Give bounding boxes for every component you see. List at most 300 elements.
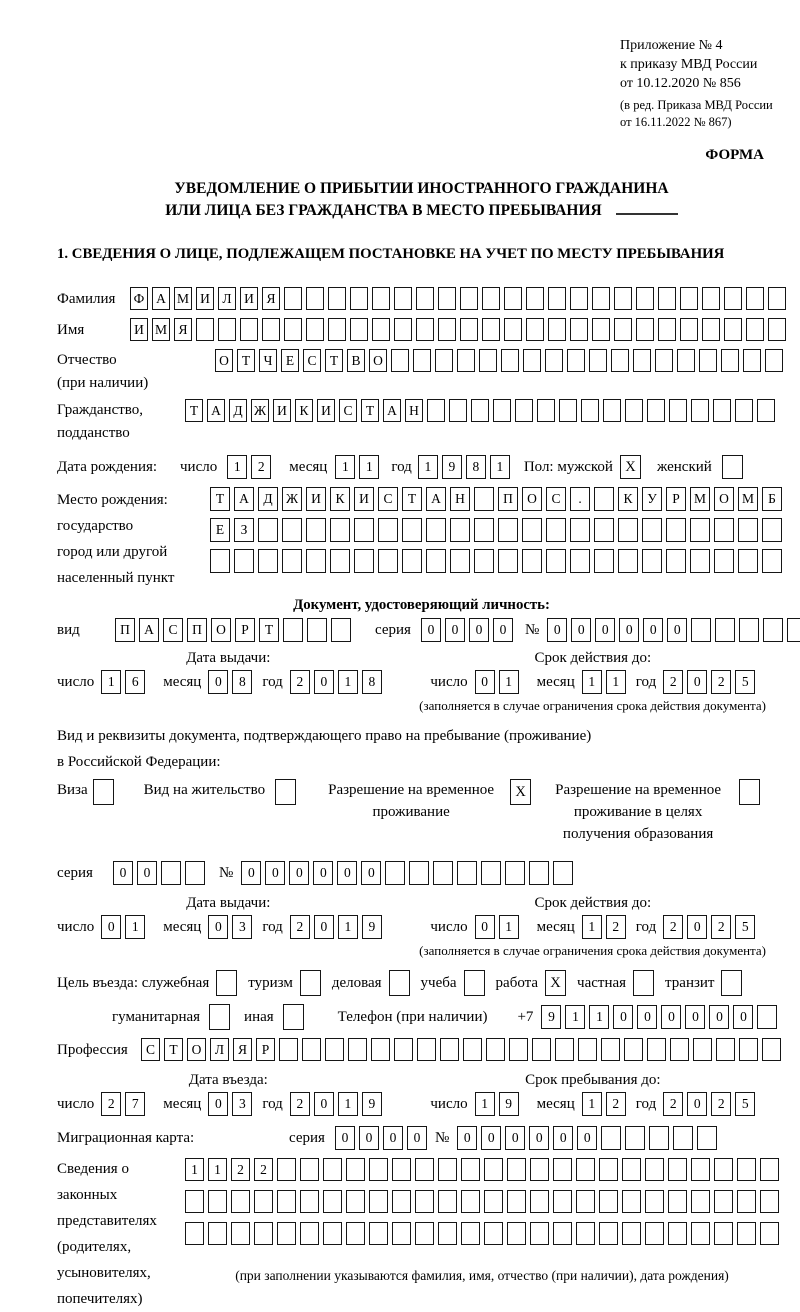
char-cell[interactable] (331, 618, 351, 642)
char-cell[interactable] (392, 1190, 411, 1213)
char-cell[interactable] (716, 1038, 735, 1061)
char-cell[interactable] (603, 399, 621, 422)
char-cell[interactable] (161, 861, 181, 885)
char-cell[interactable] (394, 287, 412, 310)
temp-residence-checkbox[interactable]: X (510, 779, 531, 805)
char-cell[interactable]: Ж (282, 487, 302, 511)
char-cell[interactable] (369, 1190, 388, 1213)
char-cell[interactable] (277, 1190, 296, 1213)
char-cell[interactable]: 1 (475, 1092, 495, 1116)
sex-male-checkbox[interactable]: X (620, 455, 641, 479)
char-cell[interactable] (282, 549, 302, 573)
char-cell[interactable] (553, 1190, 572, 1213)
char-cell[interactable] (618, 549, 638, 573)
char-cell[interactable] (471, 399, 489, 422)
purpose-work-checkbox[interactable]: X (545, 970, 566, 996)
char-cell[interactable]: 0 (577, 1126, 597, 1150)
char-cell[interactable]: С (163, 618, 183, 642)
char-cell[interactable] (658, 287, 676, 310)
char-cell[interactable]: 1 (582, 915, 602, 939)
char-cell[interactable] (240, 318, 258, 341)
char-cell[interactable]: 0 (314, 1092, 334, 1116)
char-cell[interactable] (369, 1158, 388, 1181)
char-cell[interactable]: 9 (362, 1092, 382, 1116)
char-cell[interactable]: О (187, 1038, 206, 1061)
char-cell[interactable] (392, 1222, 411, 1245)
char-cell[interactable] (481, 861, 501, 885)
char-cell[interactable]: Я (174, 318, 192, 341)
char-cell[interactable] (507, 1190, 526, 1213)
char-cell[interactable]: 0 (733, 1005, 753, 1029)
char-cell[interactable]: 7 (125, 1092, 145, 1116)
char-cell[interactable]: 1 (582, 670, 602, 694)
char-cell[interactable] (438, 1158, 457, 1181)
char-cell[interactable] (649, 1126, 669, 1150)
char-cell[interactable] (622, 1222, 641, 1245)
char-cell[interactable] (530, 1190, 549, 1213)
char-cell[interactable] (522, 518, 542, 542)
char-cell[interactable] (282, 518, 302, 542)
char-cell[interactable] (570, 549, 590, 573)
char-cell[interactable] (530, 1222, 549, 1245)
char-cell[interactable]: 1 (338, 915, 358, 939)
char-cell[interactable]: 9 (541, 1005, 561, 1029)
char-cell[interactable]: Т (185, 399, 203, 422)
char-cell[interactable] (633, 349, 651, 372)
char-cell[interactable] (589, 349, 607, 372)
char-cell[interactable] (385, 861, 405, 885)
char-cell[interactable] (624, 1038, 643, 1061)
char-cell[interactable] (760, 1158, 779, 1181)
char-cell[interactable]: А (139, 618, 159, 642)
char-cell[interactable]: 2 (711, 670, 731, 694)
char-cell[interactable] (306, 318, 324, 341)
char-cell[interactable] (277, 1158, 296, 1181)
char-cell[interactable] (739, 618, 759, 642)
char-cell[interactable]: 2 (663, 1092, 683, 1116)
char-cell[interactable]: 1 (338, 670, 358, 694)
char-cell[interactable]: 0 (314, 915, 334, 939)
char-cell[interactable] (284, 318, 302, 341)
char-cell[interactable]: 5 (735, 670, 755, 694)
char-cell[interactable] (655, 349, 673, 372)
char-cell[interactable] (306, 518, 326, 542)
char-cell[interactable]: 0 (547, 618, 567, 642)
char-cell[interactable] (461, 1190, 480, 1213)
char-cell[interactable]: В (347, 349, 365, 372)
char-cell[interactable] (713, 399, 731, 422)
char-cell[interactable] (737, 1222, 756, 1245)
char-cell[interactable] (636, 287, 654, 310)
temp-residence-edu-checkbox[interactable] (739, 779, 760, 805)
char-cell[interactable] (724, 318, 742, 341)
char-cell[interactable] (669, 399, 687, 422)
char-cell[interactable] (482, 287, 500, 310)
char-cell[interactable] (427, 399, 445, 422)
char-cell[interactable] (697, 1126, 717, 1150)
char-cell[interactable]: 0 (637, 1005, 657, 1029)
char-cell[interactable] (537, 399, 555, 422)
purpose-transit-checkbox[interactable] (721, 970, 742, 996)
char-cell[interactable] (666, 518, 686, 542)
char-cell[interactable] (691, 1158, 710, 1181)
char-cell[interactable] (505, 861, 525, 885)
char-cell[interactable]: 1 (335, 455, 355, 479)
char-cell[interactable]: 2 (290, 915, 310, 939)
char-cell[interactable] (325, 1038, 344, 1061)
char-cell[interactable] (509, 1038, 528, 1061)
purpose-study-checkbox[interactable] (464, 970, 485, 996)
char-cell[interactable]: Т (361, 399, 379, 422)
char-cell[interactable]: 8 (362, 670, 382, 694)
char-cell[interactable] (474, 518, 494, 542)
char-cell[interactable]: 1 (338, 1092, 358, 1116)
char-cell[interactable] (258, 549, 278, 573)
char-cell[interactable]: К (330, 487, 350, 511)
char-cell[interactable] (570, 518, 590, 542)
char-cell[interactable] (594, 549, 614, 573)
char-cell[interactable]: 0 (613, 1005, 633, 1029)
char-cell[interactable]: 3 (232, 915, 252, 939)
char-cell[interactable] (645, 1222, 664, 1245)
char-cell[interactable]: 1 (589, 1005, 609, 1029)
char-cell[interactable]: О (522, 487, 542, 511)
char-cell[interactable] (185, 1222, 204, 1245)
char-cell[interactable]: 1 (359, 455, 379, 479)
char-cell[interactable] (346, 1190, 365, 1213)
char-cell[interactable]: М (152, 318, 170, 341)
char-cell[interactable]: 2 (663, 915, 683, 939)
char-cell[interactable] (231, 1222, 250, 1245)
char-cell[interactable] (570, 318, 588, 341)
char-cell[interactable] (592, 287, 610, 310)
char-cell[interactable] (545, 349, 563, 372)
char-cell[interactable] (416, 287, 434, 310)
char-cell[interactable]: 2 (711, 1092, 731, 1116)
char-cell[interactable]: 0 (685, 1005, 705, 1029)
char-cell[interactable]: А (426, 487, 446, 511)
char-cell[interactable]: 0 (208, 1092, 228, 1116)
char-cell[interactable] (479, 349, 497, 372)
char-cell[interactable]: Т (164, 1038, 183, 1061)
char-cell[interactable]: 0 (407, 1126, 427, 1150)
char-cell[interactable] (721, 349, 739, 372)
char-cell[interactable] (647, 1038, 666, 1061)
char-cell[interactable]: 5 (735, 1092, 755, 1116)
char-cell[interactable] (208, 1222, 227, 1245)
char-cell[interactable] (438, 1222, 457, 1245)
char-cell[interactable]: С (303, 349, 321, 372)
char-cell[interactable]: 0 (553, 1126, 573, 1150)
char-cell[interactable]: 0 (687, 1092, 707, 1116)
char-cell[interactable] (677, 349, 695, 372)
char-cell[interactable] (330, 549, 350, 573)
char-cell[interactable] (690, 549, 710, 573)
char-cell[interactable] (254, 1190, 273, 1213)
char-cell[interactable]: Е (281, 349, 299, 372)
char-cell[interactable]: Н (450, 487, 470, 511)
char-cell[interactable]: 0 (313, 861, 333, 885)
char-cell[interactable] (647, 399, 665, 422)
char-cell[interactable]: 0 (113, 861, 133, 885)
char-cell[interactable]: А (383, 399, 401, 422)
char-cell[interactable] (668, 1190, 687, 1213)
char-cell[interactable] (254, 1222, 273, 1245)
purpose-humanitarian-checkbox[interactable] (209, 1004, 230, 1030)
char-cell[interactable] (746, 287, 764, 310)
char-cell[interactable]: . (570, 487, 590, 511)
char-cell[interactable]: О (369, 349, 387, 372)
char-cell[interactable]: 0 (619, 618, 639, 642)
char-cell[interactable]: 2 (290, 1092, 310, 1116)
char-cell[interactable]: 0 (421, 618, 441, 642)
char-cell[interactable]: 0 (661, 1005, 681, 1029)
char-cell[interactable]: 2 (606, 1092, 626, 1116)
char-cell[interactable] (532, 1038, 551, 1061)
char-cell[interactable] (645, 1190, 664, 1213)
char-cell[interactable]: С (339, 399, 357, 422)
char-cell[interactable]: Ж (251, 399, 269, 422)
char-cell[interactable]: 0 (475, 670, 495, 694)
char-cell[interactable] (438, 1190, 457, 1213)
char-cell[interactable] (546, 518, 566, 542)
char-cell[interactable]: И (196, 287, 214, 310)
char-cell[interactable] (474, 549, 494, 573)
char-cell[interactable] (636, 318, 654, 341)
char-cell[interactable]: М (174, 287, 192, 310)
char-cell[interactable]: 1 (582, 1092, 602, 1116)
char-cell[interactable]: 1 (490, 455, 510, 479)
char-cell[interactable] (578, 1038, 597, 1061)
char-cell[interactable]: И (354, 487, 374, 511)
char-cell[interactable] (196, 318, 214, 341)
char-cell[interactable]: О (211, 618, 231, 642)
char-cell[interactable]: 1 (208, 1158, 227, 1181)
char-cell[interactable]: З (234, 518, 254, 542)
char-cell[interactable] (737, 1190, 756, 1213)
char-cell[interactable]: Д (258, 487, 278, 511)
char-cell[interactable] (231, 1190, 250, 1213)
char-cell[interactable] (402, 518, 422, 542)
char-cell[interactable] (413, 349, 431, 372)
char-cell[interactable] (768, 287, 786, 310)
char-cell[interactable] (611, 349, 629, 372)
char-cell[interactable] (306, 549, 326, 573)
char-cell[interactable] (300, 1190, 319, 1213)
char-cell[interactable] (218, 318, 236, 341)
char-cell[interactable] (415, 1222, 434, 1245)
char-cell[interactable] (594, 518, 614, 542)
char-cell[interactable] (691, 1222, 710, 1245)
char-cell[interactable] (258, 518, 278, 542)
char-cell[interactable] (504, 318, 522, 341)
char-cell[interactable] (530, 1158, 549, 1181)
char-cell[interactable]: 2 (254, 1158, 273, 1181)
char-cell[interactable] (440, 1038, 459, 1061)
char-cell[interactable]: С (141, 1038, 160, 1061)
char-cell[interactable]: Ф (130, 287, 148, 310)
char-cell[interactable] (415, 1158, 434, 1181)
char-cell[interactable]: 8 (232, 670, 252, 694)
char-cell[interactable] (553, 1222, 572, 1245)
char-cell[interactable] (581, 399, 599, 422)
char-cell[interactable] (762, 1038, 781, 1061)
char-cell[interactable] (507, 1158, 526, 1181)
char-cell[interactable] (350, 287, 368, 310)
char-cell[interactable]: 0 (241, 861, 261, 885)
char-cell[interactable]: 0 (383, 1126, 403, 1150)
char-cell[interactable] (416, 318, 434, 341)
char-cell[interactable] (625, 399, 643, 422)
char-cell[interactable] (450, 518, 470, 542)
char-cell[interactable]: 9 (362, 915, 382, 939)
char-cell[interactable] (484, 1190, 503, 1213)
char-cell[interactable] (555, 1038, 574, 1061)
char-cell[interactable] (330, 518, 350, 542)
char-cell[interactable] (658, 318, 676, 341)
char-cell[interactable] (737, 1158, 756, 1181)
char-cell[interactable] (457, 861, 477, 885)
char-cell[interactable] (438, 318, 456, 341)
char-cell[interactable] (691, 399, 709, 422)
char-cell[interactable] (210, 549, 230, 573)
char-cell[interactable] (433, 861, 453, 885)
char-cell[interactable] (668, 1158, 687, 1181)
char-cell[interactable] (369, 1222, 388, 1245)
char-cell[interactable]: К (618, 487, 638, 511)
char-cell[interactable]: 6 (125, 670, 145, 694)
char-cell[interactable] (618, 518, 638, 542)
char-cell[interactable] (394, 1038, 413, 1061)
char-cell[interactable] (529, 861, 549, 885)
char-cell[interactable] (765, 349, 783, 372)
char-cell[interactable] (348, 1038, 367, 1061)
char-cell[interactable] (372, 318, 390, 341)
char-cell[interactable]: П (187, 618, 207, 642)
char-cell[interactable]: И (306, 487, 326, 511)
char-cell[interactable]: 0 (529, 1126, 549, 1150)
char-cell[interactable] (391, 349, 409, 372)
char-cell[interactable]: 0 (595, 618, 615, 642)
char-cell[interactable]: И (273, 399, 291, 422)
char-cell[interactable]: М (738, 487, 758, 511)
char-cell[interactable] (526, 318, 544, 341)
char-cell[interactable] (372, 287, 390, 310)
char-cell[interactable]: 2 (101, 1092, 121, 1116)
char-cell[interactable] (300, 1158, 319, 1181)
char-cell[interactable]: А (152, 287, 170, 310)
char-cell[interactable] (673, 1126, 693, 1150)
char-cell[interactable] (457, 349, 475, 372)
char-cell[interactable]: 1 (227, 455, 247, 479)
char-cell[interactable] (642, 549, 662, 573)
char-cell[interactable] (346, 1222, 365, 1245)
char-cell[interactable] (515, 399, 533, 422)
char-cell[interactable] (417, 1038, 436, 1061)
char-cell[interactable]: П (498, 487, 518, 511)
char-cell[interactable]: 1 (499, 915, 519, 939)
char-cell[interactable] (284, 287, 302, 310)
char-cell[interactable]: 1 (499, 670, 519, 694)
char-cell[interactable] (415, 1190, 434, 1213)
char-cell[interactable]: Б (762, 487, 782, 511)
char-cell[interactable] (346, 1158, 365, 1181)
char-cell[interactable] (599, 1222, 618, 1245)
char-cell[interactable] (394, 318, 412, 341)
char-cell[interactable] (461, 1222, 480, 1245)
char-cell[interactable] (576, 1190, 595, 1213)
char-cell[interactable] (474, 487, 494, 511)
char-cell[interactable]: Е (210, 518, 230, 542)
char-cell[interactable] (763, 618, 783, 642)
char-cell[interactable] (768, 318, 786, 341)
char-cell[interactable]: 2 (231, 1158, 250, 1181)
char-cell[interactable] (743, 349, 761, 372)
char-cell[interactable]: 9 (499, 1092, 519, 1116)
char-cell[interactable] (504, 287, 522, 310)
char-cell[interactable]: 9 (442, 455, 462, 479)
char-cell[interactable] (739, 1038, 758, 1061)
char-cell[interactable]: 1 (125, 915, 145, 939)
char-cell[interactable] (426, 518, 446, 542)
char-cell[interactable] (680, 318, 698, 341)
char-cell[interactable]: 0 (208, 670, 228, 694)
char-cell[interactable] (185, 1190, 204, 1213)
char-cell[interactable] (526, 287, 544, 310)
char-cell[interactable] (576, 1222, 595, 1245)
char-cell[interactable] (746, 318, 764, 341)
char-cell[interactable] (354, 518, 374, 542)
char-cell[interactable] (426, 549, 446, 573)
char-cell[interactable] (762, 518, 782, 542)
sex-female-checkbox[interactable] (722, 455, 743, 479)
char-cell[interactable]: П (115, 618, 135, 642)
char-cell[interactable]: Т (210, 487, 230, 511)
char-cell[interactable] (735, 399, 753, 422)
char-cell[interactable] (622, 1158, 641, 1181)
char-cell[interactable] (668, 1222, 687, 1245)
char-cell[interactable]: М (690, 487, 710, 511)
char-cell[interactable]: Р (256, 1038, 275, 1061)
char-cell[interactable]: 0 (101, 915, 121, 939)
char-cell[interactable] (323, 1222, 342, 1245)
char-cell[interactable]: 0 (643, 618, 663, 642)
char-cell[interactable]: 1 (101, 670, 121, 694)
char-cell[interactable] (498, 549, 518, 573)
char-cell[interactable]: А (207, 399, 225, 422)
char-cell[interactable]: 0 (493, 618, 513, 642)
char-cell[interactable] (493, 399, 511, 422)
char-cell[interactable]: Л (210, 1038, 229, 1061)
char-cell[interactable] (702, 318, 720, 341)
char-cell[interactable]: И (130, 318, 148, 341)
char-cell[interactable]: Т (259, 618, 279, 642)
char-cell[interactable]: О (714, 487, 734, 511)
char-cell[interactable]: И (317, 399, 335, 422)
char-cell[interactable] (622, 1190, 641, 1213)
char-cell[interactable] (307, 618, 327, 642)
char-cell[interactable] (757, 399, 775, 422)
char-cell[interactable] (666, 549, 686, 573)
char-cell[interactable] (714, 549, 734, 573)
char-cell[interactable] (328, 318, 346, 341)
char-cell[interactable] (354, 549, 374, 573)
char-cell[interactable] (760, 1222, 779, 1245)
char-cell[interactable]: 0 (687, 670, 707, 694)
char-cell[interactable]: С (378, 487, 398, 511)
char-cell[interactable] (699, 349, 717, 372)
char-cell[interactable]: Р (235, 618, 255, 642)
